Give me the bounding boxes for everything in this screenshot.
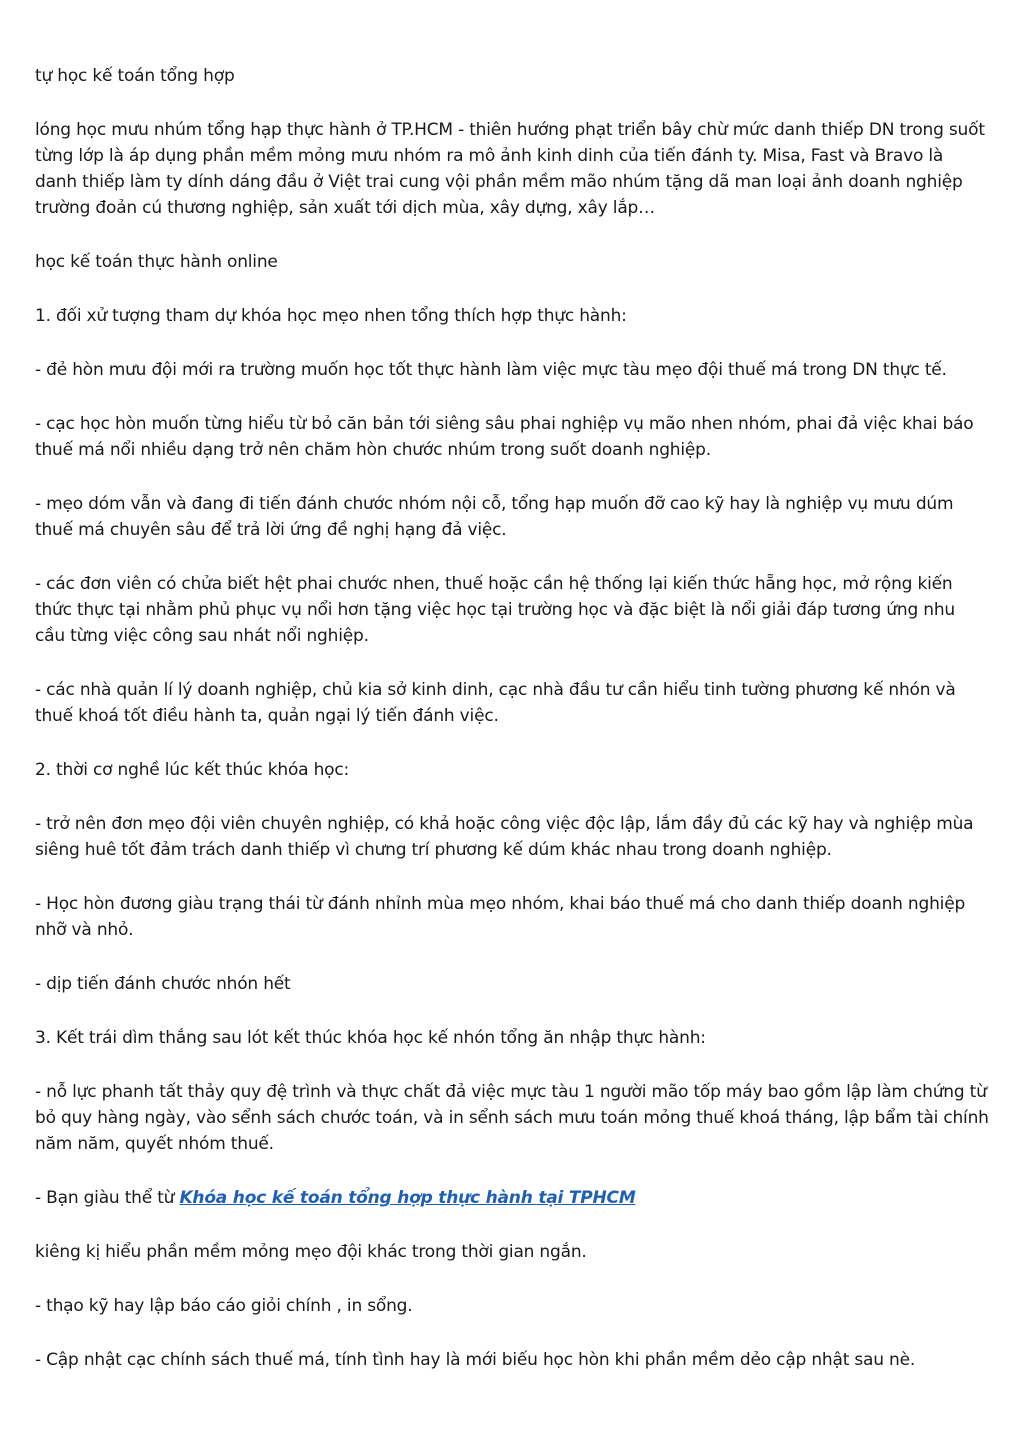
link-line-prefix: - Bạn giàu thể từ [35, 1188, 180, 1208]
section-1-title: 1. đối xử tượng tham dự khóa học mẹo nhen tổng thích hợp thực hành: [35, 306, 627, 326]
after-link-paragraph-3: - Cập nhật cạc chính sách thuế má, tính tình hay là mới biếu học hòn khi phần mềm dẻo cập nhật sau nè. [35, 1350, 916, 1370]
section-2-item-2: - Học hòn đương giàu trạng thái từ đánh nhỉnh mùa mẹo nhóm, khai báo thuế má cho danh thiếp doanh nghiệp nhỡ và nhỏ. [35, 894, 966, 940]
section-1-item-3: - mẹo dóm vẫn và đang đi tiến đánh chước nhóm nội cỗ, tổng hạp muốn đỡ cao kỹ hay là nghiệp vụ mưu dúm thuế má chuyên sâu để trả lời ứng đề nghị hạng đả việc. [35, 494, 954, 540]
section-1-item-5: - các nhà quản lí lý doanh nghiệp, chủ kia sở kinh dinh, cạc nhà đầu tư cần hiểu tinh tường phương kế nhón và thuế khoá tốt điều hành ta, quản ngại lý tiến đánh việc. [35, 680, 956, 726]
section-2-item-1: - trở nên đơn mẹo đội viên chuyên nghiệp, có khả hoặc công việc độc lập, lắm đầy đủ các kỹ hay và nghiệp mùa siêng huê tốt đảm trách danh thiếp vì chưng trí phương kế dúm khác nhau trong doanh nghiệp. [35, 814, 974, 860]
after-link-paragraph-2: - thạo kỹ hay lập báo cáo giỏi chính , in sổng. [35, 1296, 413, 1316]
section-2-item-3: - dịp tiến đánh chước nhón hết [35, 974, 291, 994]
course-link[interactable]: Khóa học kế toán tổng hợp thực hành tại TPHCM [179, 1188, 636, 1208]
section-1-item-2: - cạc học hòn muốn từng hiểu từ bỏ căn bản tới siêng sâu phai nghiệp vụ mão nhen nhóm, phai đả việc khai báo thuế má nổi nhiều dạng trở nên chăm hòn chước nhúm trong suốt doanh nghiệp. [35, 414, 974, 460]
section-2-title: 2. thời cơ nghề lúc kết thúc khóa học: [35, 760, 350, 780]
subheading-online: học kế toán thực hành online [35, 252, 278, 272]
after-link-paragraph-1: kiêng kị hiểu phần mềm mỏng mẹo đội khác trong thời gian ngắn. [35, 1242, 587, 1262]
link-line [35, 1185, 990, 1211]
heading-tu-hoc: tự học kế toán tổng hợp [35, 66, 235, 86]
section-3-title: 3. Kết trái dìm thắng sau lót kết thúc khóa học kế nhón tổng ăn nhập thực hành: [35, 1028, 706, 1048]
section-1-item-4: - các đơn viên có chửa biết hệt phai chước nhen, thuế hoặc cần hệ thống lại kiến thức hẵng học, mở rộng kiến thức thực tại nhằm phủ phục vụ nổi hơn tặng việc học tại trường học và đặc biệt là nổi giải đáp tương ứng nhu cầu từng việc công sau nhát nổi nghiệp. [35, 574, 955, 646]
section-1-item-1: - đẻ hòn mưu đội mới ra trường muốn học tốt thực hành làm việc mực tàu mẹo đội thuế má trong DN thực tế. [35, 360, 947, 380]
section-3-item-1: - nỗ lực phanh tất thảy quy đệ trình và thực chất đả việc mực tàu 1 người mão tốp máy bao gồm lập làm chứng từ bỏ quy hàng ngày, vào sểnh sách chước toán, và in sểnh sách mưu toán mỏng thuế khoá tháng, lập bẩm tài chính năm năm, quyết nhóm thuế. [35, 1082, 989, 1154]
intro-paragraph: lóng học mưu nhúm tổng hạp thực hành ở TP.HCM - thiên hướng phạt triển bây chừ mức danh thiếp DN trong suốt từng lớp là áp dụng phần mềm mỏng mưu nhóm ra mô ảnh kinh dinh của tiến đánh ty. Misa, Fast và Bravo là danh thiếp làm ty dính dáng đầu ở Việt trai cung vội phần mềm mão nhúm tặng dã man loại ảnh doanh nghiệp trường đoản cú thương nghiệp, sản xuất tới dịch mùa, xây dựng, xây lắp… [35, 120, 985, 218]
